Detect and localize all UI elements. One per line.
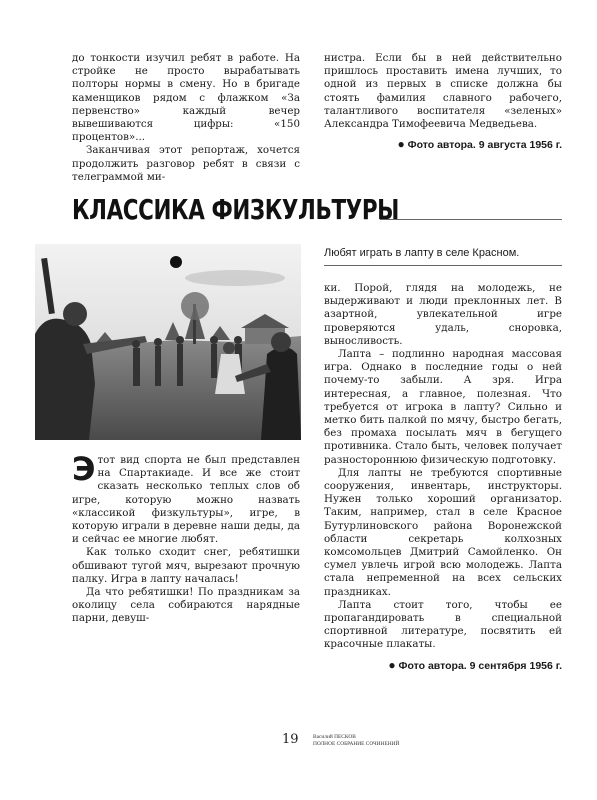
article-left-column bbox=[72, 450, 300, 626]
paragraph: Для лапты не требуются спортивные сооружения, инвентарь, инструкторы. Нужен только хороший организатор. Таким, например, стал в селе Красное Бутурлиновского района Воронежской области секретарь колхозных комсомольцев Дмитрий Самойленко. Он сумел увлечь игрой всю молодежь. Лапта стала непременной на всех сельских праздниках. bbox=[324, 466, 562, 598]
heading-rule bbox=[380, 219, 562, 220]
credit-text: Фото автора. 9 сентября 1956 г. bbox=[398, 659, 562, 672]
book-info bbox=[313, 734, 399, 747]
paragraph: Да что ребятишки! По праздникам за околицу села собираются нарядные парни, девуш- bbox=[72, 586, 300, 625]
article-right-column bbox=[324, 282, 562, 673]
paragraph: ки. Порой, глядя на молодежь, не выдерживают и люди преклонных лет. В азартной, увлекательной игре проверяются удаль, сноровка, выносливость. bbox=[324, 282, 562, 347]
top-left-column bbox=[72, 52, 300, 184]
paragraph: Как только сходит снег, ребятишки обшивают тугой мяч, вырезают прочную палку. Игра в лапту началась! bbox=[72, 546, 300, 585]
drop-cap: Э bbox=[72, 450, 96, 488]
book-series: ПОЛНОЕ СОБРАНИЕ СОЧИНЕНИЙ bbox=[313, 740, 400, 747]
article-heading: КЛАССИКА ФИЗКУЛЬТУРЫ bbox=[72, 194, 400, 226]
paragraph: нистра. Если бы в ней действительно пришлось проставить имена лучших, то одной из первых в списке должна бы стоять фамилия славного рабочего, талантливого воспитателя «зеленых» Александра Тимофеевича Медведьева. bbox=[324, 52, 562, 131]
paragraph: Заканчивая этот репортаж, хочется продолжить разговор ребят в связи с телеграммой ми- bbox=[72, 144, 300, 183]
photo-caption: Любят играть в лапту в селе Красном. bbox=[324, 246, 562, 266]
article-heading-row bbox=[72, 192, 562, 228]
paragraph: Лапта стоит того, чтобы ее пропагандировать в специальной спортивной литературе, посвятить ей красочные плакаты. bbox=[324, 598, 562, 651]
top-right-column bbox=[324, 52, 562, 152]
paragraph: до тонкости изучил ребят в работе. На стройке не просто вырабатывать полторы нормы в смену. Но в бригаде каменщиков рядом с флажком «За первенство» каждый вечер вывешиваются цифры: «150 процентов»... bbox=[72, 52, 300, 144]
paragraph bbox=[72, 450, 300, 546]
paragraph: Лапта – подлинно народная массовая игра. Однако в последние годы о ней почему-то забыли. А зря. Игра интересная, а главное, полезная. Что требуется от игрока в лапту? Сильно и метко бить палкой по мячу, быстро бегать, без промаха посылать мяч в бегущего противника. Стало быть, человек получает разностороннюю физическую подготовку. bbox=[324, 348, 562, 466]
bullet-icon: ● bbox=[397, 137, 405, 152]
photo-credit bbox=[324, 138, 562, 152]
photo-credit bbox=[324, 659, 562, 673]
page-number: 19 bbox=[282, 732, 299, 747]
lapta-photo bbox=[35, 244, 301, 440]
credit-text: Фото автора. 9 августа 1956 г. bbox=[407, 139, 562, 152]
paragraph-text: тот вид спорта не был представлен на Спартакиаде. И все же стоит сказать несколько теплых слов об игре, которую можно назвать «классикой физкультуры», игре, в которую играли в деревне наши деды, да и сейчас ее многие любят. bbox=[72, 454, 300, 546]
bullet-icon: ● bbox=[388, 657, 396, 672]
page-footer bbox=[0, 732, 597, 752]
book-author: Василий ПЕСКОВ bbox=[313, 734, 356, 740]
